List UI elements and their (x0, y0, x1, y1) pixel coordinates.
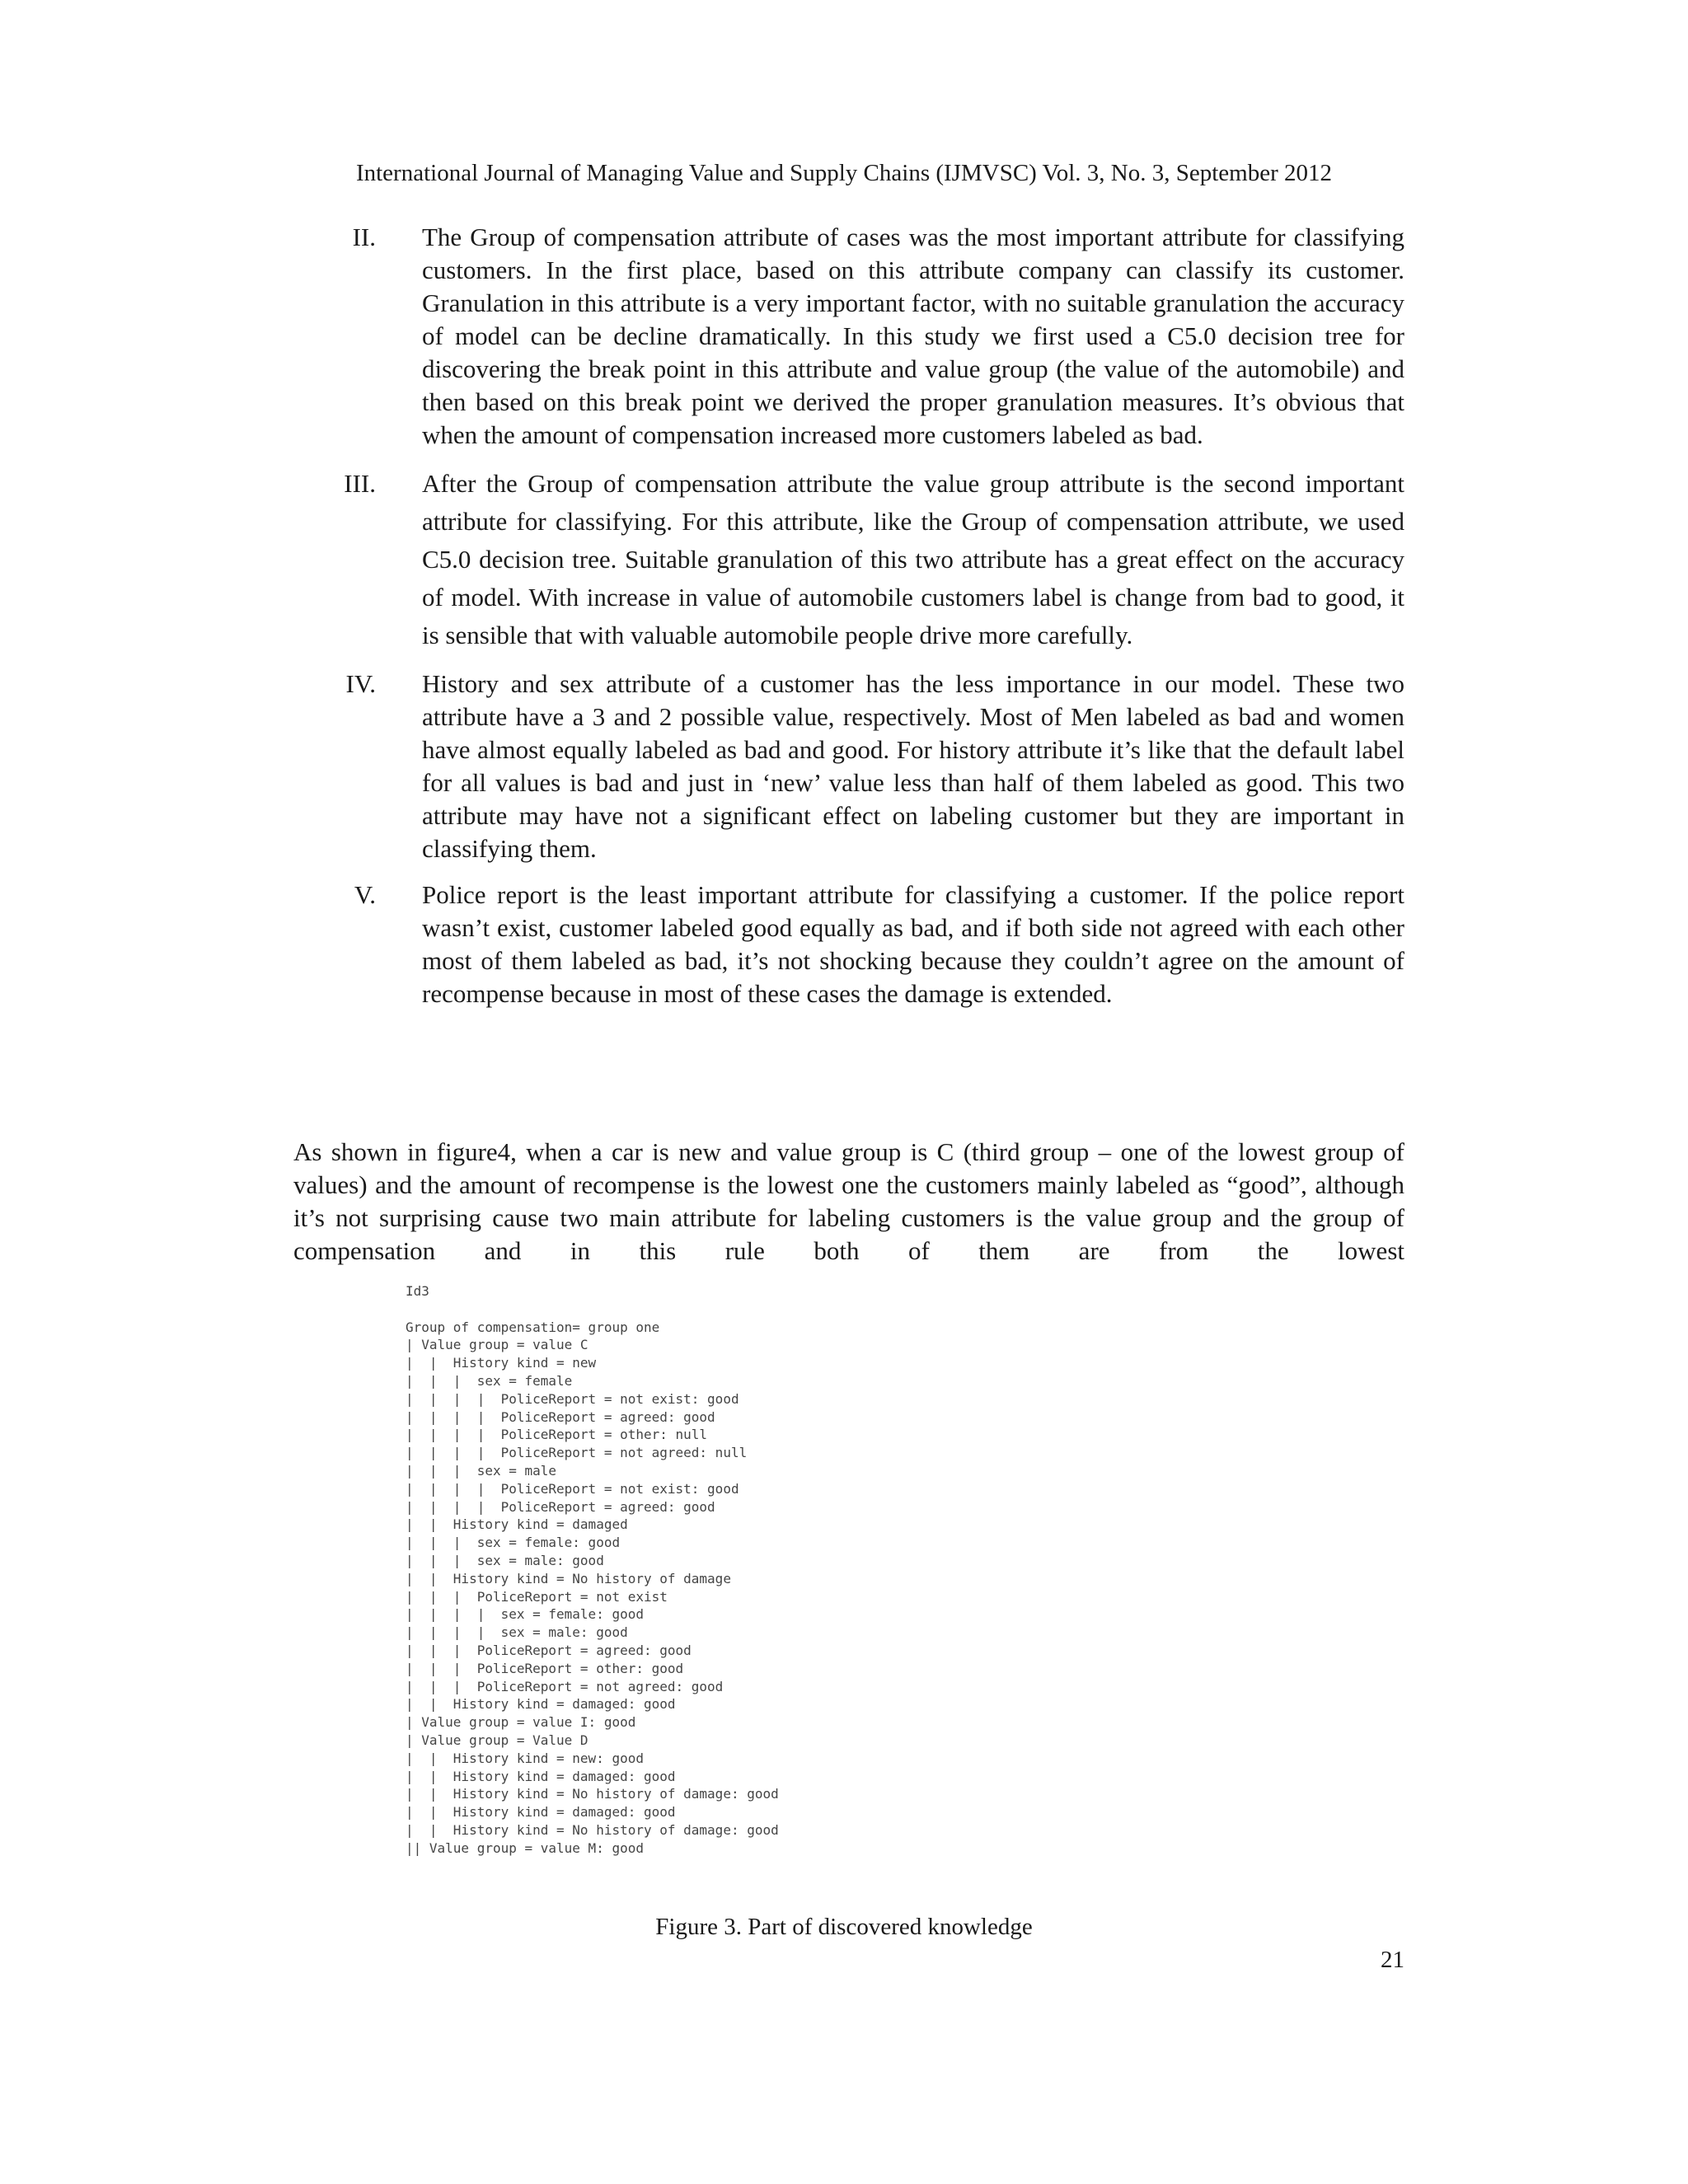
list-item-iii (293, 465, 1404, 654)
decision-tree-line: | | | PoliceReport = not exist (406, 1588, 668, 1605)
decision-tree-line: | | | sex = male (406, 1462, 557, 1479)
decision-tree-line: Id3 (406, 1283, 429, 1299)
decision-tree-line: || Value group = value M: good (406, 1840, 644, 1856)
decision-tree-line: | Value group = value C (406, 1337, 588, 1353)
decision-tree-line: | | History kind = damaged: good (406, 1768, 676, 1784)
list-item-number: II. (352, 223, 376, 251)
list-item-number: V. (354, 880, 376, 909)
decision-tree-line: | | | | sex = female: good (406, 1606, 644, 1623)
decision-tree-line: | | | sex = male: good (406, 1552, 604, 1568)
decision-tree-line: | | | PoliceReport = other: good (406, 1660, 684, 1676)
list-item-number: IV. (345, 669, 376, 698)
decision-tree-line: | | | sex = female: good (406, 1535, 621, 1551)
figure-caption: Figure 3. Part of discovered knowledge (655, 1914, 1033, 1940)
list-item-v (293, 879, 1404, 1010)
list-item-ii (293, 221, 1404, 452)
decision-tree-line: Group of compensation= group one (406, 1319, 660, 1335)
decision-tree-line: | | | | sex = male: good (406, 1624, 628, 1641)
decision-tree-line: | | | PoliceReport = agreed: good (406, 1642, 692, 1658)
decision-tree-line: | | | sex = female (406, 1372, 573, 1389)
numbered-list (293, 221, 1404, 1024)
list-item-iv (293, 668, 1404, 865)
decision-tree-output (406, 1282, 982, 1858)
page-number: 21 (1381, 1947, 1404, 1973)
decision-tree-line: | | History kind = damaged (406, 1516, 628, 1533)
figure-decision-tree (406, 1282, 982, 1858)
decision-tree-line: | | | | PoliceReport = agreed: good (406, 1498, 715, 1515)
list-item-text: History and sex attribute of a customer has the less importance in our model. These two attribute have a 3 and 2 possible value, respectively. Most of Men labeled as bad and women have almost equally labeled as bad and good. For history attribute it’s like that the default label for all values is bad and just in ‘new’ value less than half of them labeled as good. This two attribute may have not a significant effect on labeling customer but they are important in classifying them. (422, 669, 1404, 863)
list-item-number: III. (344, 469, 376, 498)
decision-tree-line: | | History kind = No history of damage: good (406, 1786, 779, 1802)
decision-tree-line: | | | | PoliceReport = not exist: good (406, 1390, 739, 1407)
decision-tree-line: | | History kind = damaged: good (406, 1804, 676, 1821)
decision-tree-line: | Value group = value I: good (406, 1714, 636, 1731)
decision-tree-line: | | | | PoliceReport = other: null (406, 1427, 708, 1443)
list-item-text: Police report is the least important attribute for classifying a customer. If the police report wasn’t exist, customer labeled good equally as bad, and if both side not agreed with each other most of them labeled as bad, it’s not shocking because they couldn’t agree on the amount of recompense because in most of these cases the damage is extended. (422, 880, 1404, 1008)
decision-tree-line: | | | | PoliceReport = not agreed: null (406, 1445, 748, 1461)
body-paragraph: As shown in figure4, when a car is new and value group is C (third group – one of the lowest group of values) and the amount of recompense is the lowest one the customers mainly labeled as “good”, although it’s not surprising cause two main attribute for labeling customers is the value group and the group of compensation and in this rule both of them are from the lowest (293, 1137, 1404, 1265)
decision-tree-line: | | History kind = damaged: good (406, 1696, 676, 1713)
running-header: International Journal of Managing Value and Supply Chains (IJMVSC) Vol. 3, No. 3, September 2012 (355, 160, 1333, 186)
decision-tree-line: | | History kind = new: good (406, 1750, 644, 1766)
list-item-text: The Group of compensation attribute of cases was the most important attribute for classifying customers. In the first place, based on this attribute company can classify its customer. Granulation in this attribute is a very important factor, with no suitable granulation the accuracy of model can be decline dramatically. In this study we first used a C5.0 decision tree for discovering the break point in this attribute and value group (the value of the automobile) and then based on this break point we derived the proper granulation measures. It’s obvious that when the amount of compensation increased more customers labeled as bad. (422, 223, 1404, 449)
decision-tree-line: | Value group = Value D (406, 1732, 588, 1748)
list-item-text: After the Group of compensation attribute the value group attribute is the second important attribute for classifying. For this attribute, like the Group of compensation attribute, we used C5.0 decision tree. Suitable granulation of this two attribute has a great effect on the accuracy of model. With increase in value of automobile customers label is change from bad to good, it is sensible that with valuable automobile people drive more carefully. (422, 469, 1404, 649)
decision-tree-line: | | History kind = new (406, 1355, 597, 1371)
decision-tree-line: | | | PoliceReport = not agreed: good (406, 1678, 724, 1694)
decision-tree-line: | | | | PoliceReport = agreed: good (406, 1408, 715, 1425)
decision-tree-line: | | History kind = No history of damage: good (406, 1821, 779, 1838)
decision-tree-line: | | | | PoliceReport = not exist: good (406, 1480, 739, 1497)
decision-tree-line: | | History kind = No history of damage (406, 1570, 731, 1586)
